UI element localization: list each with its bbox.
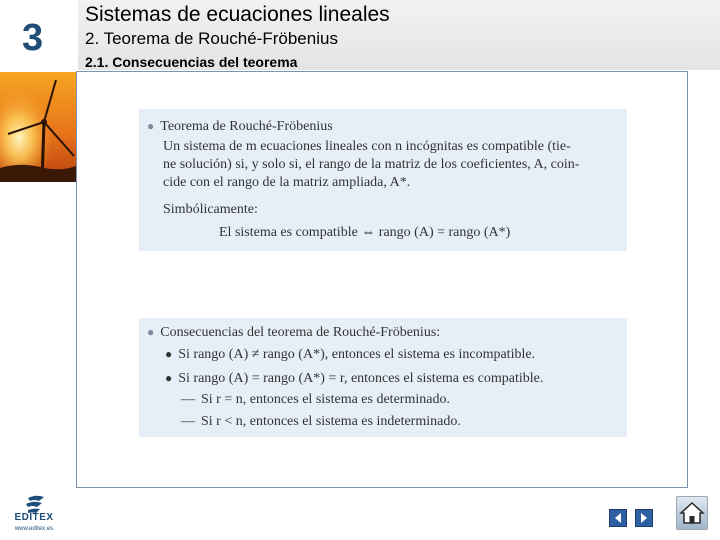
- consequence-item-text: Si rango (A) ≠ rango (A*), entonces el sistema es incompatible.: [178, 347, 536, 362]
- left-arrow-icon: [610, 510, 626, 526]
- bullet-icon: ●: [147, 325, 155, 339]
- bullet-icon: ●: [147, 119, 155, 133]
- subsection-title: 2.1. Consecuencias del teorema: [85, 54, 298, 70]
- logo-url: www.editex.es: [14, 526, 54, 532]
- bullet-icon: ●: [165, 347, 173, 361]
- editex-logo: [6, 494, 62, 536]
- theorem-heading: Teorema de Rouché-Fröbenius: [160, 119, 333, 134]
- theorem-box: [139, 109, 627, 251]
- consequences-box: [139, 318, 627, 437]
- bullet-icon: ●: [165, 371, 173, 385]
- dash-icon: —: [181, 392, 195, 407]
- consequences-heading: Consecuencias del teorema de Rouché-Fröbenius:: [160, 325, 441, 340]
- symbolic-label: Simbólicamente:: [163, 202, 258, 217]
- home-icon: [677, 497, 707, 529]
- symbolic-statement: El sistema es compatible ⇔ rango (A) = rango (A*): [219, 225, 511, 240]
- consequence-subitem-text: Si r < n, entonces el sistema es indeterminado.: [201, 414, 461, 429]
- dash-icon: —: [181, 414, 195, 429]
- home-button[interactable]: [676, 496, 708, 530]
- consequence-item-text: Si rango (A) = rango (A*) = r, entonces el sistema es compatible.: [178, 371, 544, 386]
- consequence-item: [165, 345, 535, 364]
- theorem-body-line: cide con el rango de la matriz ampliada, A*.: [163, 175, 411, 190]
- editex-logo-mark-icon: [6, 494, 62, 514]
- section-title: 2. Teorema de Rouché-Fröbenius: [85, 29, 338, 48]
- theorem-body-line: Un sistema de m ecuaciones lineales con n incógnitas es compatible (tie-: [163, 139, 571, 154]
- consequence-subitem: [181, 413, 461, 431]
- consequence-subitem: [181, 391, 450, 409]
- theorem-heading-line: [147, 117, 333, 136]
- theorem-body-line: ne solución) si, y solo si, el rango de la matriz de los coeficientes, A, coin-: [163, 157, 580, 172]
- previous-button[interactable]: [609, 509, 627, 527]
- consequence-item: [165, 369, 543, 388]
- chapter-number: 3: [22, 17, 44, 59]
- wind-turbine-sunset-image: [0, 72, 76, 182]
- consequence-subitem-text: Si r = n, entonces el sistema es determinado.: [201, 392, 450, 407]
- right-arrow-icon: [636, 510, 652, 526]
- chapter-title: Sistemas de ecuaciones lineales: [85, 3, 390, 26]
- next-button[interactable]: [635, 509, 653, 527]
- logo-name: EDITEX: [14, 512, 54, 523]
- consequences-heading-line: [147, 323, 440, 342]
